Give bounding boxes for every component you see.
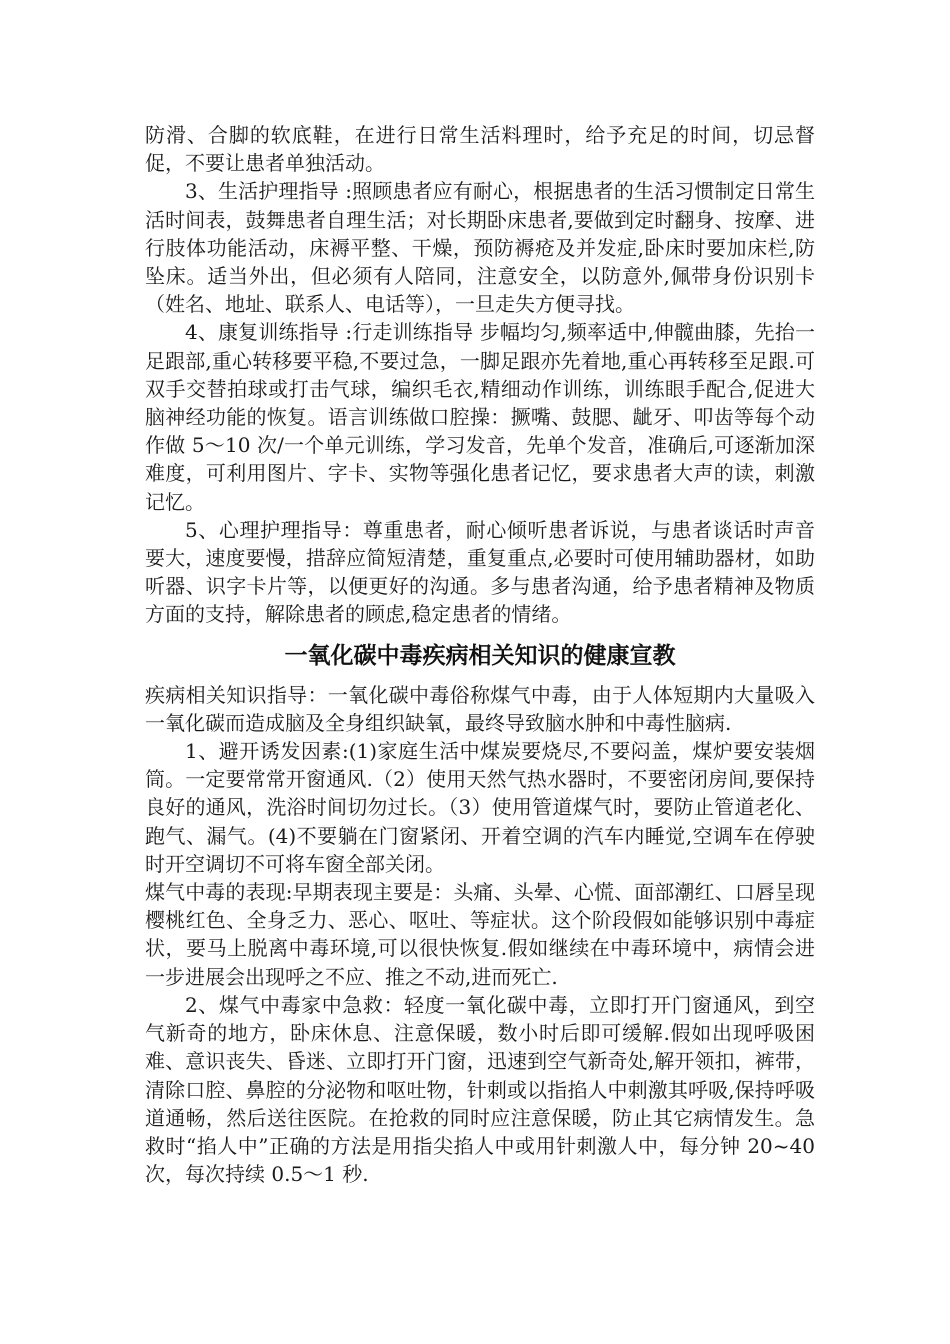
paragraph-psychological-care-guidance: 5、心理护理指导：尊重患者，耐心倾听患者诉说，与患者谈话时声音要大，速度要慢，措辞应简短清楚，重复重点,必要时可使用辅助器材，如助听器、识字卡片等，以便更好的沟通。多与患者沟通，给予患者精神及物质方面的支持，解除患者的顾虑,稳定患者的情绪。 (145, 517, 815, 627)
paragraph-poisoning-symptoms: 煤气中毒的表现:早期表现主要是：头痛、头晕、心慌、面部潮红、口唇呈现樱桃红色、全身乏力、恶心、呕吐、等症状。这个阶段假如能够识别中毒症状，要马上脱离中毒环境,可以很快恢复.假如继续在中毒环境中，病情会进一步进展会出现呼之不应、推之不动,进而死亡. (145, 880, 815, 989)
paragraph-continued: 防滑、合脚的软底鞋，在进行日常生活料理时，给予充足的时间，切忌督促，不要让患者单独活动。 (145, 123, 815, 176)
document-body (145, 121, 815, 1188)
paragraph-home-first-aid: 2、煤气中毒家中急救：轻度一氧化碳中毒，立即打开门窗通风，到空气新奇的地方，卧床休息、注意保暖，数小时后即可缓解.假如出现呼吸困难、意识丧失、昏迷、立即打开门窗，迅速到空气新奇处,解开领扣，裤带，清除口腔、鼻腔的分泌物和呕吐物，针刺或以指掐人中刺激其呼吸,保持呼吸道通畅，然后送往医院。在抢救的同时应注意保暖，防止其它病情发生。急救时“掐人中”正确的方法是用指尖掐人中或用针刺激人中，每分钟 20~40 次，每次持续 0.5～1 秒. (145, 992, 815, 1187)
paragraph-avoid-triggers: 1、避开诱发因素:(1)家庭生活中煤炭要烧尽,不要闷盖，煤炉要安装烟筒。一定要常常开窗通风.（2）使用天然气热水器时，不要密闭房间,要保持良好的通风，洗浴时间切勿过长。（3）使用管道煤气时，要防止管道老化、跑气、漏气。(4)不要躺在门窗紧闭、开着空调的汽车内睡觉,空调车在停驶时开空调切不可将车窗全部关闭。 (145, 739, 815, 876)
paragraph-daily-care-guidance: 3、生活护理指导 :照顾患者应有耐心，根据患者的生活习惯制定日常生活时间表，鼓舞患者自理生活；对长期卧床患者,要做到定时翻身、按摩、进行肢体功能活动，床褥平整、干燥，预防褥疮及并发症,卧床时要加床栏,防坠床。适当外出，但必须有人陪同，注意安全，以防意外,佩带身份识别卡（姓名、地址、联系人、电话等），一旦走失方便寻找。 (145, 179, 815, 317)
section-title: 一氧化碳中毒疾病相关知识的健康宣教 (284, 642, 676, 669)
paragraph-rehab-training-guidance: 4、康复训练指导 :行走训练指导 步幅均匀,频率适中,伸髋曲膝，先抬一足跟部,重心转移要平稳,不要过急，一脚足跟亦先着地,重心再转移至足跟.可双手交替拍球或打击气球，编织毛衣,精细动作训练，训练眼手配合,促进大脑神经功能的恢复。语言训练做口腔操：撅嘴、鼓腮、龇牙、叩齿等每个动作做 5～10 次/一个单元训练，学习发音，先单个发音，准确后,可逐渐加深难度，可利用图片、字卡、实物等强化患者记忆，要求患者大声的读，刺激记忆。 (145, 320, 815, 514)
paragraph-disease-knowledge: 疾病相关知识指导：一氧化碳中毒俗称煤气中毒，由于人体短期内大量吸入一氧化碳而造成脑及全身组织缺氧，最终导致脑水肿和中毒性脑病. (145, 682, 815, 735)
